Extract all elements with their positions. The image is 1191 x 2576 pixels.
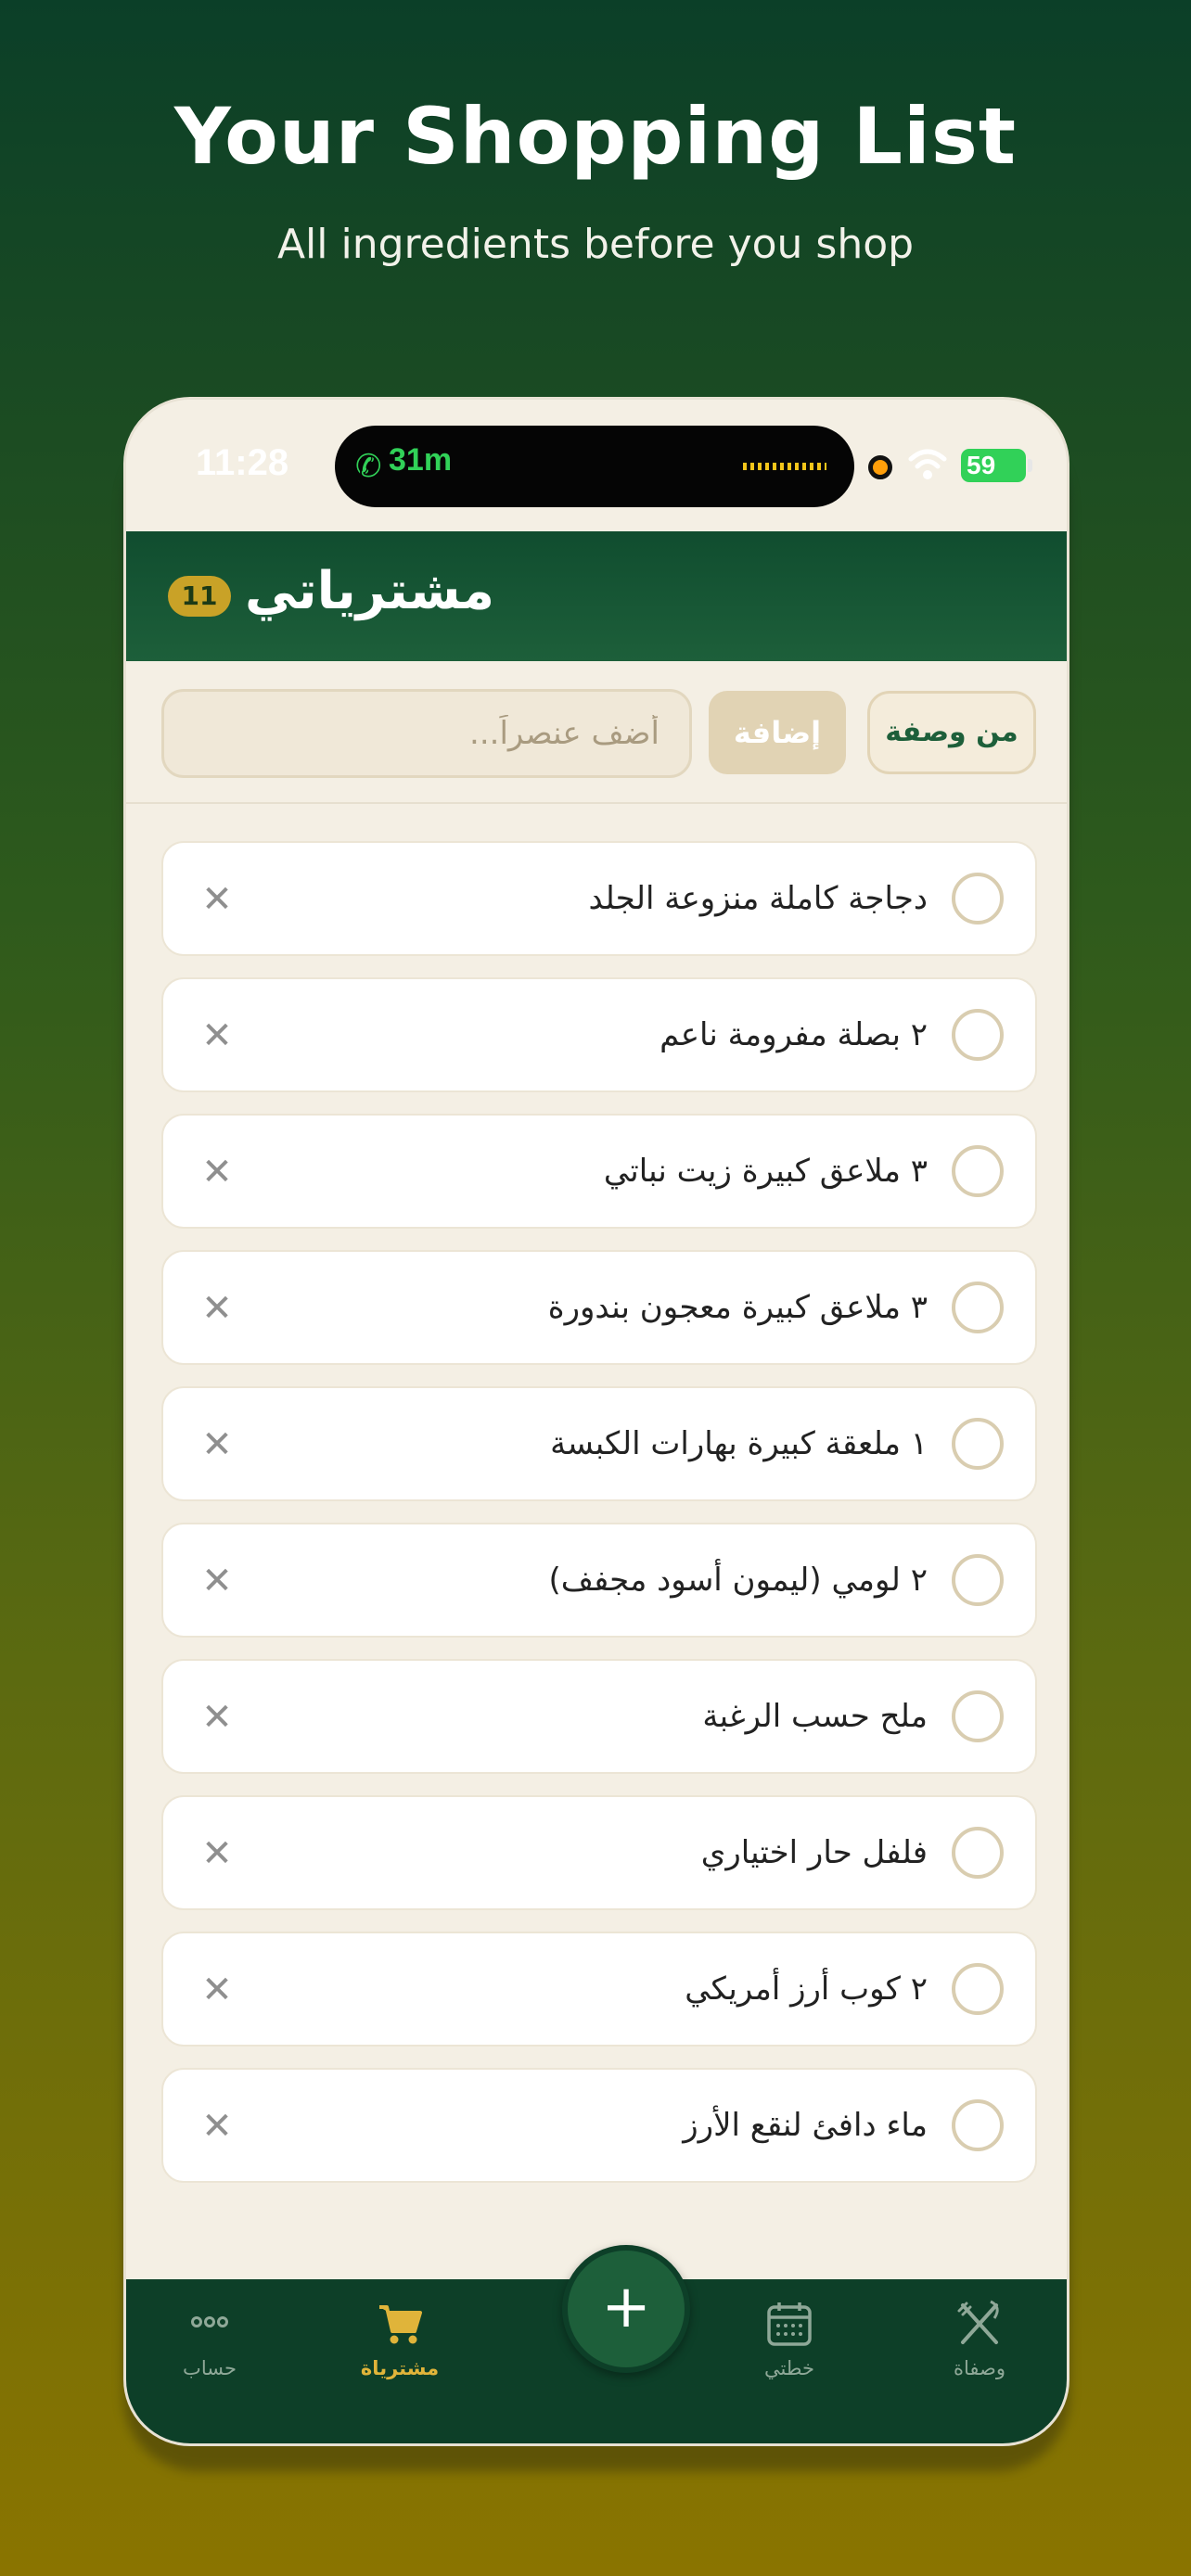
item-checkbox[interactable] [952, 1827, 1004, 1879]
tab-account[interactable] [145, 2298, 275, 2400]
phone-call-icon: ✆ [355, 448, 382, 485]
phone-frame [123, 397, 1069, 2446]
calendar-icon [763, 2298, 815, 2350]
tab-plan[interactable] [724, 2298, 854, 2400]
remove-icon[interactable]: ✕ [201, 1560, 233, 1602]
item-checkbox[interactable] [952, 873, 1004, 925]
tab-shopping-label: مشترياة [360, 2357, 440, 2379]
call-duration: 31m [389, 442, 453, 478]
item-checkbox[interactable] [952, 1282, 1004, 1333]
from-recipe-button[interactable]: من وصفة [867, 691, 1036, 774]
tab-recipes-label: وصفاة [954, 2357, 1005, 2379]
promo-subtitle: All ingredients before you shop [276, 221, 915, 268]
remove-icon[interactable]: ✕ [201, 2105, 233, 2148]
tab-recipes[interactable] [915, 2298, 1044, 2400]
remove-icon[interactable]: ✕ [201, 1969, 233, 2011]
item-checkbox[interactable] [952, 2099, 1004, 2151]
list-item[interactable] [161, 2068, 1037, 2183]
item-text: ٣ ملاعق كبيرة معجون بندورة [547, 1289, 928, 1326]
tab-account-label: حساب [183, 2357, 237, 2379]
list-item[interactable] [161, 1795, 1037, 1910]
item-checkbox[interactable] [952, 1145, 1004, 1197]
list-item[interactable] [161, 977, 1037, 1092]
list-item[interactable] [161, 841, 1037, 956]
shopping-list [161, 841, 1037, 2204]
item-checkbox[interactable] [952, 1009, 1004, 1061]
item-text: ٢ كوب أرز أمريكي [685, 1970, 928, 2008]
list-item[interactable] [161, 1932, 1037, 2047]
remove-icon[interactable]: ✕ [201, 1151, 233, 1193]
list-item[interactable] [161, 1250, 1037, 1365]
add-fab-button[interactable] [562, 2245, 690, 2373]
item-text: ١ ملعقة كبيرة بهارات الكبسة [550, 1425, 928, 1462]
wifi-icon [907, 446, 948, 483]
remove-icon[interactable]: ✕ [201, 1696, 233, 1739]
tab-shopping[interactable] [335, 2298, 465, 2400]
item-checkbox[interactable] [952, 1690, 1004, 1742]
tab-plan-label: خطتي [763, 2357, 815, 2379]
list-item[interactable] [161, 1114, 1037, 1229]
status-time: 11:28 [196, 442, 289, 483]
plus-icon: + [601, 2273, 651, 2341]
item-checkbox[interactable] [952, 1418, 1004, 1470]
promo-title: Your Shopping List [174, 91, 1017, 182]
list-item[interactable] [161, 1523, 1037, 1638]
audio-wave-icon [743, 463, 826, 470]
app-header [126, 531, 1067, 661]
list-item[interactable] [161, 1659, 1037, 1774]
recording-indicator-icon [868, 455, 892, 479]
list-item[interactable] [161, 1386, 1037, 1501]
status-bar [126, 400, 1067, 531]
cart-icon [374, 2298, 426, 2350]
more-icon [184, 2298, 236, 2350]
remove-icon[interactable]: ✕ [201, 1014, 233, 1057]
remove-icon[interactable]: ✕ [201, 878, 233, 921]
remove-icon[interactable]: ✕ [201, 1832, 233, 1875]
add-button[interactable]: إضافة [709, 691, 846, 774]
item-text: فلفل حار اختياري [700, 1834, 928, 1871]
item-checkbox[interactable] [952, 1963, 1004, 2015]
battery-icon: 59 [961, 449, 1026, 482]
remove-icon[interactable]: ✕ [201, 1423, 233, 1466]
item-text: ٢ لومي (ليمون أسود مجفف) [548, 1562, 928, 1599]
item-checkbox[interactable] [952, 1554, 1004, 1606]
item-text: ماء دافئ لنقع الأرز [683, 2107, 928, 2144]
item-count-badge: 11 [168, 576, 231, 617]
item-text: ملح حسب الرغبة [702, 1698, 928, 1735]
item-text: ٣ ملاعق كبيرة زيت نباتي [603, 1153, 928, 1190]
page-title: مشترياتي [245, 561, 495, 621]
utensils-icon [954, 2298, 1005, 2350]
add-item-input[interactable] [161, 689, 692, 778]
add-item-bar [126, 661, 1067, 804]
dynamic-island[interactable] [335, 426, 854, 507]
item-text: دجاجة كاملة منزوعة الجلد [588, 880, 928, 917]
item-text: ٢ بصلة مفرومة ناعم [660, 1016, 928, 1053]
remove-icon[interactable]: ✕ [201, 1287, 233, 1330]
